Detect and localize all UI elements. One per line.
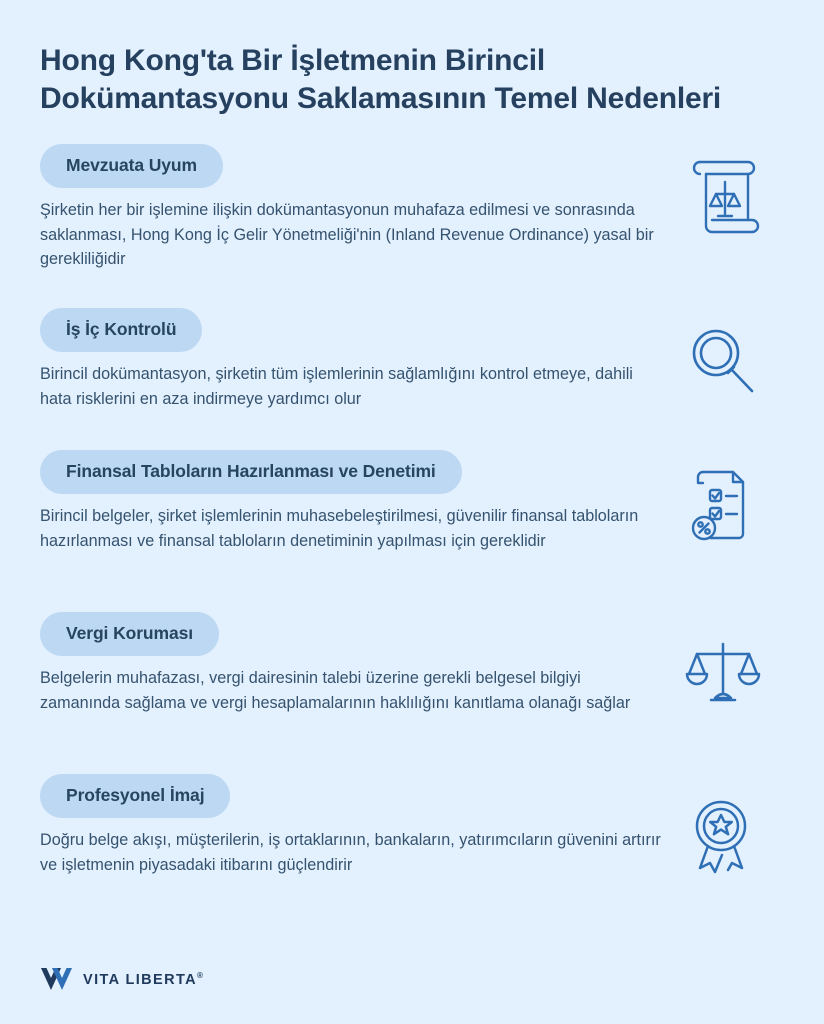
checklist-percent-icon — [678, 454, 764, 558]
scroll-scales-icon — [682, 144, 768, 248]
list-item — [40, 774, 784, 914]
item-body-text: Belgelerin muhafazası, vergi dairesinin talebi üzerine gerekli belgesel bilgiyi zamanında sağlama ve vergi hesaplamalarının haklılığını kanıtlama olanağı sağlar — [40, 669, 631, 712]
item-body-text: Şirketin her bir işlemine ilişkin dokümantasyonun muhafaza edilmesi ve sonrasında saklanması, Hong Kong İç Gelir Yönetmeliği'nin (Inland Revenue Ordinance) yasal bir gerekliliğidir — [40, 201, 654, 269]
list-item — [40, 450, 784, 598]
award-ribbon-icon — [678, 784, 764, 888]
brand-footer — [40, 966, 203, 992]
trademark-symbol: ® — [197, 970, 203, 980]
magnifier-icon — [680, 310, 766, 414]
item-label-pill: Vergi Koruması — [40, 612, 219, 656]
list-item — [40, 612, 784, 760]
vita-liberta-logo-icon — [40, 966, 74, 992]
item-label-pill: Finansal Tabloların Hazırlanması ve Denetimi — [40, 450, 462, 494]
item-body-text: Doğru belge akışı, müşterilerin, iş ortaklarının, bankaların, yatırımcıların güvenini artırır ve işletmenin piyasadaki itibarını güçlendirir — [40, 831, 661, 874]
balance-scales-icon — [680, 620, 766, 724]
item-label-pill: Profesyonel İmaj — [40, 774, 230, 818]
item-body-text: Birincil dokümantasyon, şirketin tüm işlemlerinin sağlamlığını kontrol etmeye, dahili hata risklerini en aza indirmeye yardımcı olur — [40, 365, 633, 408]
list-item — [40, 308, 784, 436]
brand-text: VITA LIBERTA — [83, 971, 197, 988]
list-item — [40, 144, 784, 294]
item-label-pill: İş İç Kontrolü — [40, 308, 202, 352]
item-body-text: Birincil belgeler, şirket işlemlerinin muhasebeleştirilmesi, güvenilir finansal tabloların hazırlanması ve finansal tabloların denetiminin yapılması için gereklidir — [40, 507, 639, 550]
page-title: Hong Kong'ta Bir İşletmenin Birincil Dokümantasyonu Saklamasının Temel Nedenleri — [40, 44, 722, 116]
item-label-pill: Mevzuata Uyum — [40, 144, 223, 188]
brand-name — [83, 971, 203, 988]
reasons-list — [40, 144, 784, 928]
